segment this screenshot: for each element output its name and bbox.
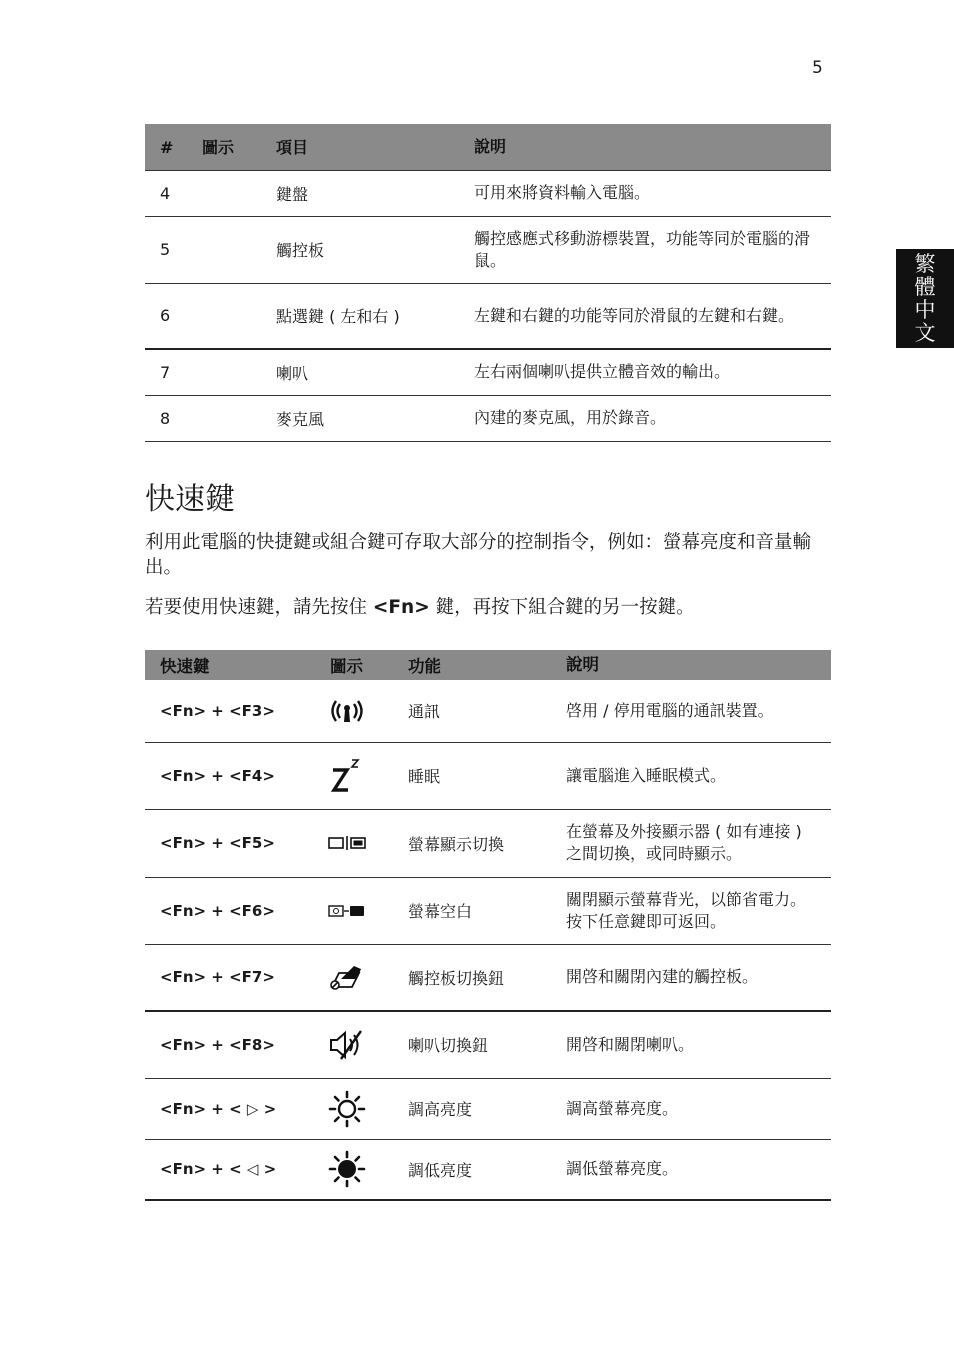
- row-function: 調高亮度: [408, 1100, 473, 1119]
- header-num: #: [160, 138, 174, 158]
- row-item: 鍵盤: [276, 184, 309, 204]
- brightness-up-icon: [315, 1078, 393, 1139]
- row-desc: 左鍵和右鍵的功能等同於滑鼠的左鍵和右鍵。: [474, 305, 795, 325]
- row-desc: 開啓和關閉內建的觸控板。: [566, 967, 759, 987]
- row-hotkey: <Fn> + < ▷ >: [160, 1099, 277, 1118]
- row-num: 4: [160, 183, 171, 203]
- row-function: 觸控板切換鈕: [408, 968, 505, 988]
- header-icon: 圖示: [315, 650, 393, 680]
- table-row: [145, 944, 831, 1011]
- table-row: [145, 349, 831, 395]
- row-desc: 開啓和關閉喇叭。: [566, 1034, 695, 1054]
- row-desc: 內建的麥克風，用於錄音。: [474, 408, 667, 427]
- row-num: 7: [160, 362, 171, 382]
- instruction-text-after: 鍵，再按下組合鍵的另一按鍵。: [429, 597, 695, 618]
- touchpad-toggle-icon: [315, 944, 393, 1011]
- table-row: [145, 216, 831, 283]
- components-table: [145, 124, 831, 442]
- table-header-row: [145, 650, 831, 680]
- row-item: 點選鍵 ( 左和右 ): [276, 307, 400, 327]
- instruction-text-before: 若要使用快速鍵，請先按住: [145, 597, 373, 618]
- table-header-row: [145, 124, 831, 170]
- table-row: [145, 680, 831, 742]
- row-num: 8: [160, 408, 171, 428]
- row-function: 睡眠: [408, 767, 441, 786]
- row-item: 喇叭: [276, 363, 309, 383]
- header-desc: 說明: [459, 124, 831, 170]
- fn-key-label: <Fn>: [372, 597, 430, 618]
- table-row: [145, 283, 831, 349]
- section-title: 快速鍵: [145, 482, 235, 517]
- row-desc: 左右兩個喇叭提供立體音效的輸出。: [474, 362, 731, 382]
- header-item: 項目: [261, 124, 459, 170]
- instruction-paragraph: [145, 595, 835, 620]
- row-desc: 調低螢幕亮度。: [566, 1159, 679, 1179]
- table-row: [145, 1011, 831, 1078]
- row-desc: 調高螢幕亮度。: [566, 1098, 679, 1118]
- sleep-icon: [315, 742, 393, 809]
- language-tab: [896, 249, 954, 348]
- row-num: 5: [160, 240, 171, 259]
- table-row: [145, 170, 831, 216]
- wireless-communication-icon: [315, 680, 393, 742]
- table-row: [145, 809, 831, 877]
- row-hotkey: <Fn> + <F8>: [160, 1035, 275, 1054]
- row-desc: 觸控感應式移動游標裝置，功能等同於電腦的滑鼠。: [474, 228, 811, 270]
- row-item: 觸控板: [276, 241, 325, 260]
- page-number: 5: [812, 58, 823, 78]
- row-desc: 可用來將資料輸入電腦。: [474, 183, 651, 202]
- table-row: [145, 877, 831, 944]
- display-toggle-icon: [315, 809, 393, 877]
- intro-paragraph: 利用此電腦的快捷鍵或組合鍵可存取大部分的控制指令，例如：螢幕亮度和音量輸出。: [145, 532, 812, 578]
- row-desc: 讓電腦進入睡眠模式。: [566, 765, 727, 785]
- row-function: 螢幕空白: [408, 902, 473, 921]
- row-desc: 啓用 / 停用電腦的通訊裝置。: [566, 700, 774, 720]
- row-hotkey: <Fn> + <F6>: [160, 901, 275, 920]
- row-function: 通訊: [408, 702, 441, 722]
- table-row: [145, 1078, 831, 1139]
- row-function: 調低亮度: [408, 1160, 473, 1180]
- table-row: [145, 742, 831, 809]
- row-function: 喇叭切換鈕: [408, 1036, 489, 1056]
- row-desc: 關閉顯示螢幕背光，以節省電力。按下任意鍵即可返回。: [566, 889, 807, 931]
- table-row: [145, 1139, 831, 1200]
- header-function: 功能: [393, 650, 551, 680]
- speaker-toggle-icon: [315, 1011, 393, 1078]
- row-hotkey: <Fn> + <F4>: [160, 766, 275, 785]
- language-tab-label: 繁體中文: [914, 251, 936, 345]
- hotkeys-table: [145, 650, 831, 1201]
- row-hotkey: <Fn> + <F3>: [160, 701, 275, 720]
- row-desc: 在螢幕及外接顯示器 ( 如有連接 ) 之間切換，或同時顯示。: [566, 822, 802, 863]
- row-hotkey: <Fn> + <F7>: [160, 968, 275, 987]
- header-desc: 說明: [551, 650, 831, 680]
- brightness-down-icon: [315, 1139, 393, 1200]
- row-function: 螢幕顯示切換: [408, 834, 505, 854]
- header-num-icon: [145, 124, 261, 170]
- row-hotkey: <Fn> + < ◁ >: [160, 1160, 277, 1179]
- row-item: 麥克風: [276, 409, 325, 429]
- screen-blank-icon: [315, 877, 393, 944]
- header-hotkey: 快速鍵: [145, 650, 315, 680]
- table-row: [145, 395, 831, 441]
- header-icon: 圖示: [202, 138, 235, 158]
- row-num: 6: [160, 306, 171, 326]
- row-hotkey: <Fn> + <F5>: [160, 834, 275, 852]
